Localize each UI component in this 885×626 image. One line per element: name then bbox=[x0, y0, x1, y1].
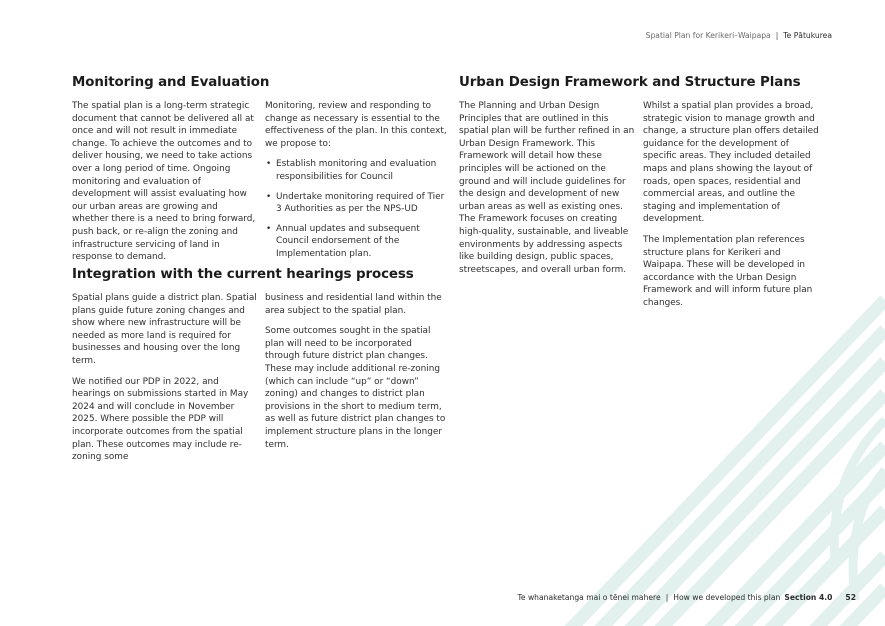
integration-paragraph-4: Some outcomes sought in the spatial plan will need to be incorporated through future district plan changes. These may include additional re-zoning (which can include “up” or “down” zoning) and changes to district plan provisions in the short to medium term, as well as future district plan changes to implement structure plans in the longer term. bbox=[265, 326, 446, 450]
integration-paragraph-3: business and residential land within the area subject to the spatial plan. bbox=[265, 293, 442, 316]
header-separator: | bbox=[775, 31, 779, 40]
monitoring-proposal-list bbox=[265, 158, 450, 260]
integration-column-1 bbox=[72, 292, 258, 472]
list-item: • Annual updates and subsequent Council endorsement of the Implementation plan. bbox=[265, 223, 450, 261]
urban-design-paragraph-3: The Implementation plan references structure plans for Kerikeri and Waipapa. These will be developed in accordance with the Urban Design Framework and will inform future plan changes. bbox=[643, 234, 813, 308]
monitoring-paragraph-2: Monitoring, review and responding to change as necessary is essential to the effectiveness of the plan. In this context, we propose to: bbox=[265, 101, 447, 149]
integration-column-2 bbox=[265, 292, 449, 459]
list-item: • Establish monitoring and evaluation responsibilities for Council bbox=[265, 158, 450, 183]
urban-design-column-1 bbox=[459, 100, 635, 284]
integration-heading: Integration with the current hearings process bbox=[72, 267, 414, 282]
footer-subtitle: How we developed this plan bbox=[673, 593, 781, 602]
running-header bbox=[646, 31, 832, 40]
monitoring-paragraph-1: The spatial plan is a long-term strategic document that cannot be delivered all at once and will not result in immediate change. To achieve the outcomes and to deliver housing, we need to take actions over a long period of time. Ongoing monitoring and evaluation of development will assist evaluating how our urban areas are growing and whether there is a need to bring forward, push back, or re-align the zoning and infrastructure servicing of land in response to demand. bbox=[72, 101, 256, 263]
page-number: 52 bbox=[845, 593, 856, 602]
monitoring-column-1 bbox=[72, 100, 256, 272]
footer-chapter: Te whanaketanga mai o tēnei mahere bbox=[517, 593, 661, 602]
footer-separator: | bbox=[665, 593, 669, 602]
running-footer bbox=[518, 593, 856, 602]
header-doc-title: Spatial Plan for Kerikeri–Waipapa bbox=[645, 31, 771, 40]
urban-design-paragraph-2: Whilst a spatial plan provides a broad, strategic vision to manage growth and change, a structure plan offers detailed guidance for the development of specific areas. They included detailed maps and plans showing the layout of roads, open spaces, residential and commercial areas, and outline the staging and implementation of development. bbox=[643, 101, 819, 225]
monitoring-heading: Monitoring and Evaluation bbox=[72, 75, 270, 90]
list-item: • Undertake monitoring required of Tier 3 Authorities as per the NPS-UD bbox=[265, 191, 450, 216]
urban-design-column-2 bbox=[643, 100, 823, 318]
header-org: Te Pātukurea bbox=[783, 31, 832, 40]
footer-section: Section 4.0 bbox=[784, 593, 833, 602]
monitoring-column-2 bbox=[265, 100, 450, 268]
integration-paragraph-2: We notified our PDP in 2022, and hearings on submissions started in May 2024 and will conclude in November 2025. Where possible the PDP will incorporate outcomes from the spatial plan. These outcomes may include re-zoning some bbox=[72, 376, 249, 463]
urban-design-heading: Urban Design Framework and Structure Plans bbox=[459, 75, 801, 90]
integration-paragraph-1: Spatial plans guide a district plan. Spatial plans guide future zoning changes and show where new infrastructure will be needed as more land is required for businesses and housing over the long term. bbox=[72, 293, 257, 366]
urban-design-paragraph-1: The Planning and Urban Design Principles that are outlined in this spatial plan will be further refined in an Urban Design Framework. This Framework will detail how these principles will be actioned on the ground and will include guidelines for the design and development of new urban areas as well as existing ones. The Framework focuses on creating high-quality, sustainable, and liveable environments by addressing aspects like building design, public spaces, streetscapes, and overall urban form. bbox=[459, 101, 635, 275]
